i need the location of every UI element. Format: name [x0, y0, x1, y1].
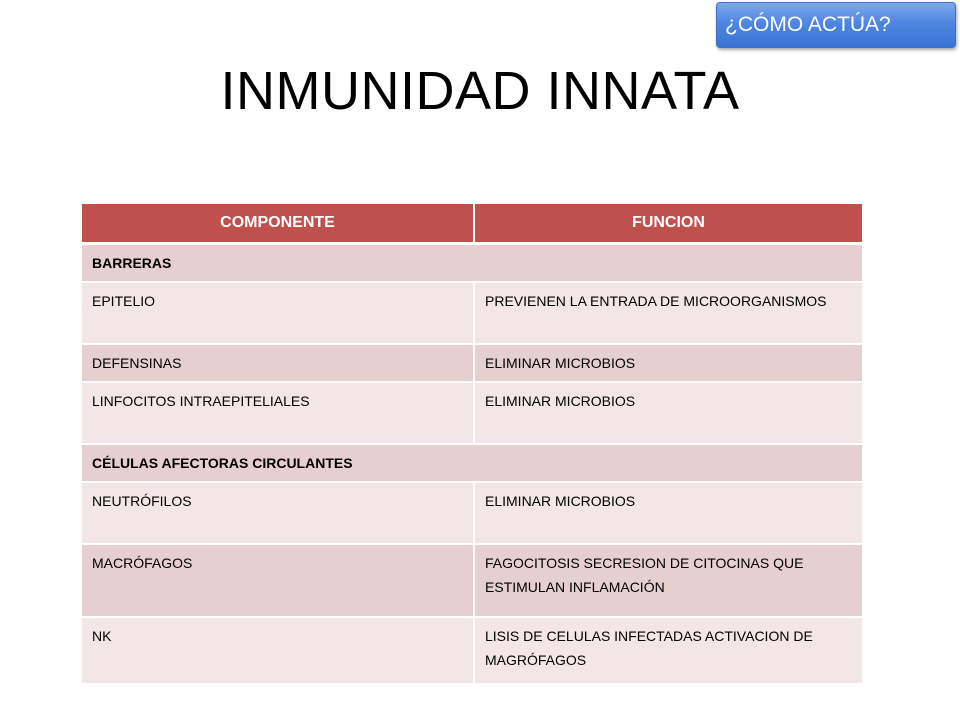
section-label: CÉLULAS AFECTORAS CIRCULANTES: [82, 444, 862, 482]
como-actua-button[interactable]: ¿CÓMO ACTÚA?: [716, 2, 956, 48]
component-cell: NK: [82, 617, 474, 684]
section-row-barreras: [82, 244, 862, 283]
table-header-row: [82, 204, 862, 244]
function-cell: ELIMINAR MICROBIOS: [474, 482, 862, 544]
function-cell: FAGOCITOSIS SECRESION DE CITOCINAS QUE ESTIMULAN INFLAMACIÓN: [474, 544, 862, 617]
function-cell: PREVIENEN LA ENTRADA DE MICROORGANISMOS: [474, 282, 862, 344]
section-label: BARRERAS: [82, 244, 862, 283]
section-row-celulas: [82, 444, 862, 482]
component-cell: MACRÓFAGOS: [82, 544, 474, 617]
table-row: [82, 344, 862, 382]
table-row: [82, 544, 862, 617]
table-row: [82, 482, 862, 544]
immunity-table: [82, 204, 862, 685]
function-cell: ELIMINAR MICROBIOS: [474, 382, 862, 444]
function-cell: ELIMINAR MICROBIOS: [474, 344, 862, 382]
header-funcion: FUNCION: [474, 204, 862, 244]
table-row: [82, 282, 862, 344]
component-cell: DEFENSINAS: [82, 344, 474, 382]
component-cell: LINFOCITOS INTRAEPITELIALES: [82, 382, 474, 444]
slide-title: INMUNIDAD INNATA: [220, 61, 740, 121]
function-cell: LISIS DE CELULAS INFECTADAS ACTIVACION DE MAGRÓFAGOS: [474, 617, 862, 684]
component-cell: NEUTRÓFILOS: [82, 482, 474, 544]
table-row: [82, 617, 862, 684]
table-row: [82, 382, 862, 444]
header-componente: COMPONENTE: [82, 204, 474, 244]
component-cell: EPITELIO: [82, 282, 474, 344]
